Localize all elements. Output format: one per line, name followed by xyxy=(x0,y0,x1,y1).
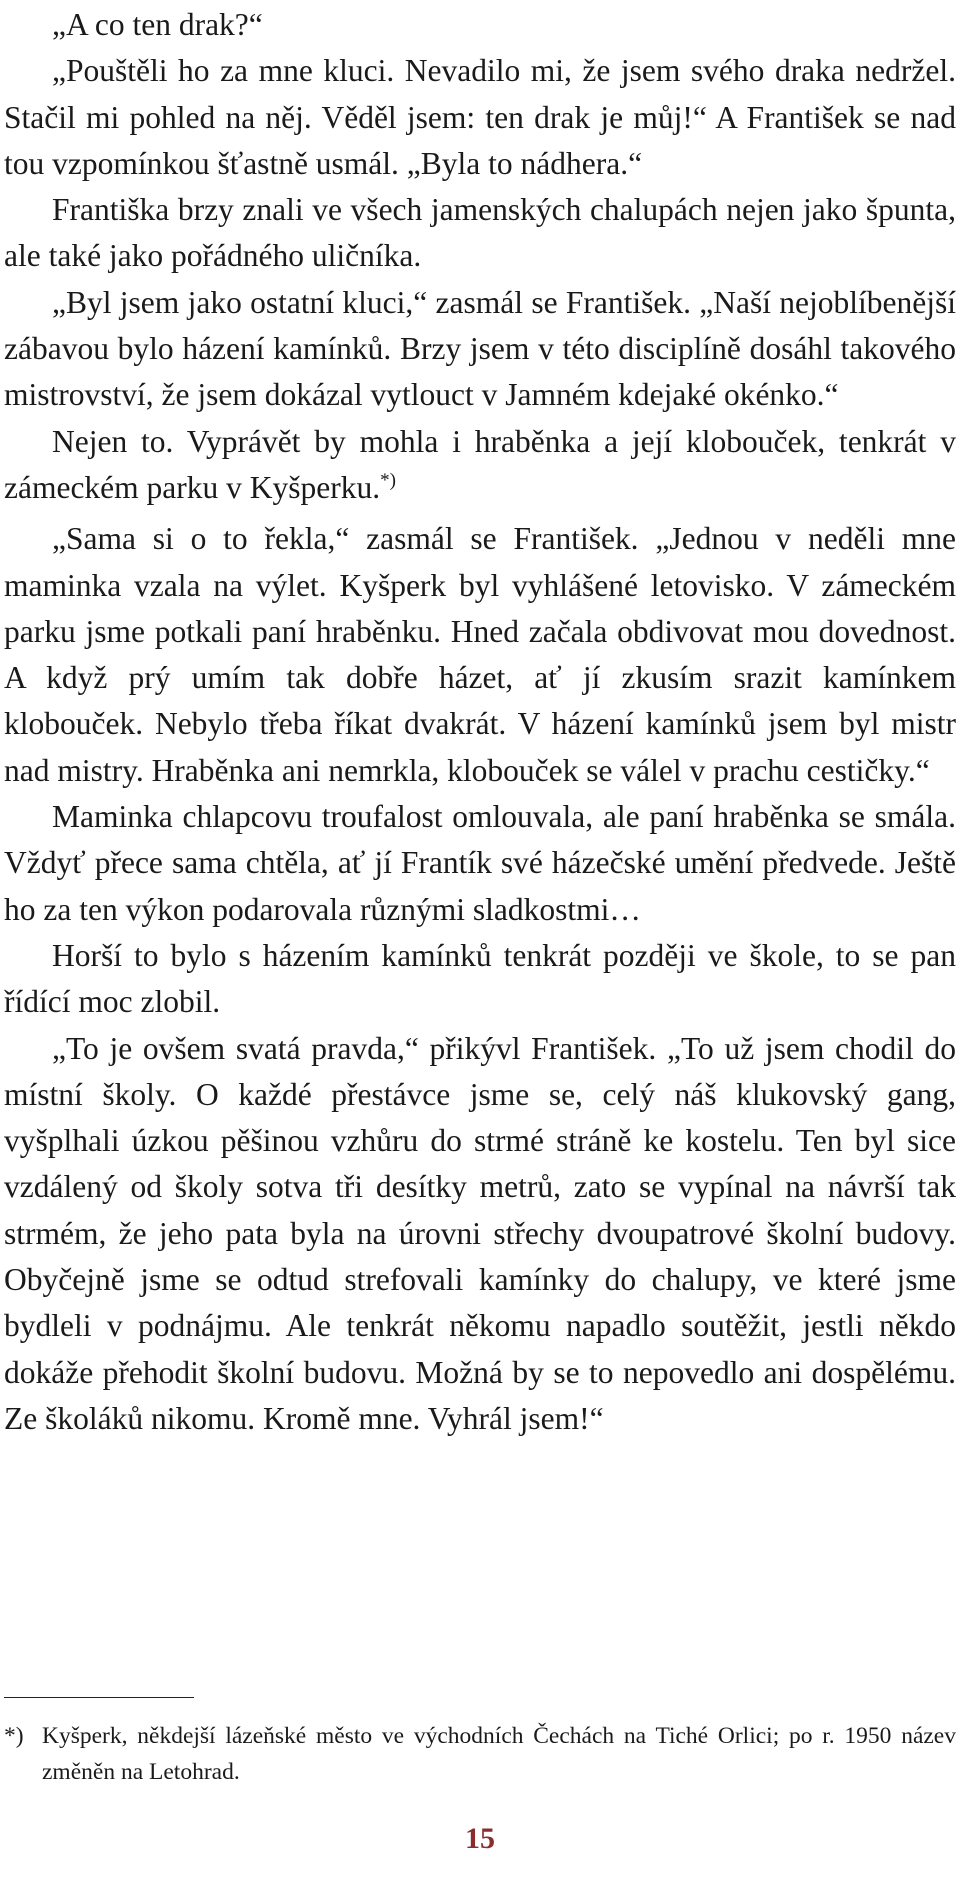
footnote-text: Kyšperk, někdejší lázeňské město ve východních Čechách na Tiché Orlici; po r. 1950 název změněn na Letohrad. xyxy=(42,1723,956,1785)
footnote-reference[interactable]: *) xyxy=(380,469,396,491)
paragraph-with-note xyxy=(4,419,956,517)
footnote xyxy=(4,1718,956,1790)
body-text xyxy=(4,2,956,1442)
paragraph: Maminka chlapcovu troufalost omlouvala, ale paní hraběnka se smála. Vždyť přece sama chtěla, ať jí Frantík své házečské umění předvede. Ještě ho za ten výkon podarovala různými sladkostmi… xyxy=(4,799,956,927)
paragraph: Františka brzy znali ve všech jamenských chalupách nejen jako špunta, ale také jako pořádného uličníka. xyxy=(4,192,956,274)
page-number: 15 xyxy=(465,1822,495,1855)
footnote-marker: *) xyxy=(4,1723,24,1749)
paragraph: „Sama si o to řekla,“ zasmál se František. „Jednou v neděli mne maminka vzala na výlet. Kyšperk byl vyhlášené letovisko. V zámeckém parku jsme potkali paní hraběnku. Hned začala obdivovat mou dovednost. A když prý umím tak dobře házet, ať jí zkusím srazit kamínkem klobouček. Nebylo třeba říkat dvakrát. V házení kamínků jsem byl mistr nad mistry. Hraběnka ani nemrkla, klobouček se válel v prachu cestičky.“ xyxy=(4,521,956,788)
paragraph: „To je ovšem svatá pravda,“ přikývl František. „To už jsem chodil do místní školy. O každé přestávce jsme se, celý náš klukovský gang, vyšplhali úzkou pěšinou vzhůru do strmé stráně ke kostelu. Ten byl sice vzdálený od školy sotva tři desítky metrů, zato se vypínal na návrší tak strmém, že jeho pata byla na úrovni střechy dvoupatrové školní budovy. Obyčejně jsme se odtud strefovali kamínky do chalupy, ve které jsme bydleli v podnájmu. Ale tenkrát někomu napadlo soutěžit, jestli někdo dokáže přehodit školní budovu. Možná by se to nepovedlo ani dospělému. Ze školáků nikomu. Kromě mne. Vyhrál jsem!“ xyxy=(4,1030,956,1436)
paragraph: „Pouštěli ho za mne kluci. Nevadilo mi, že jsem svého draka nedržel. Stačil mi pohled na něj. Věděl jsem: ten drak je můj!“ A František se nad tou vzpomínkou šťastně usmál. „Byla to nádhera.“ xyxy=(4,53,956,181)
footnote-divider xyxy=(4,1697,194,1698)
paragraph: „A co ten drak?“ xyxy=(52,7,263,42)
paragraph: „Byl jsem jako ostatní kluci,“ zasmál se František. „Naší nejoblíbenější zábavou bylo házení kamínků. Brzy jsem v této disciplíně dosáhl takového mistrovství, že jsem dokázal vytlouct v Jamném kdejaké okénko.“ xyxy=(4,284,956,413)
paragraph-text: Nejen to. Vyprávět by mohla i hraběnka a její klobouček, tenkrát v zámeckém parku v Kyšperku. xyxy=(4,423,956,505)
paragraph: Horší to bylo s házením kamínků tenkrát později ve škole, to se pan řídící moc zlobil. xyxy=(4,937,956,1020)
